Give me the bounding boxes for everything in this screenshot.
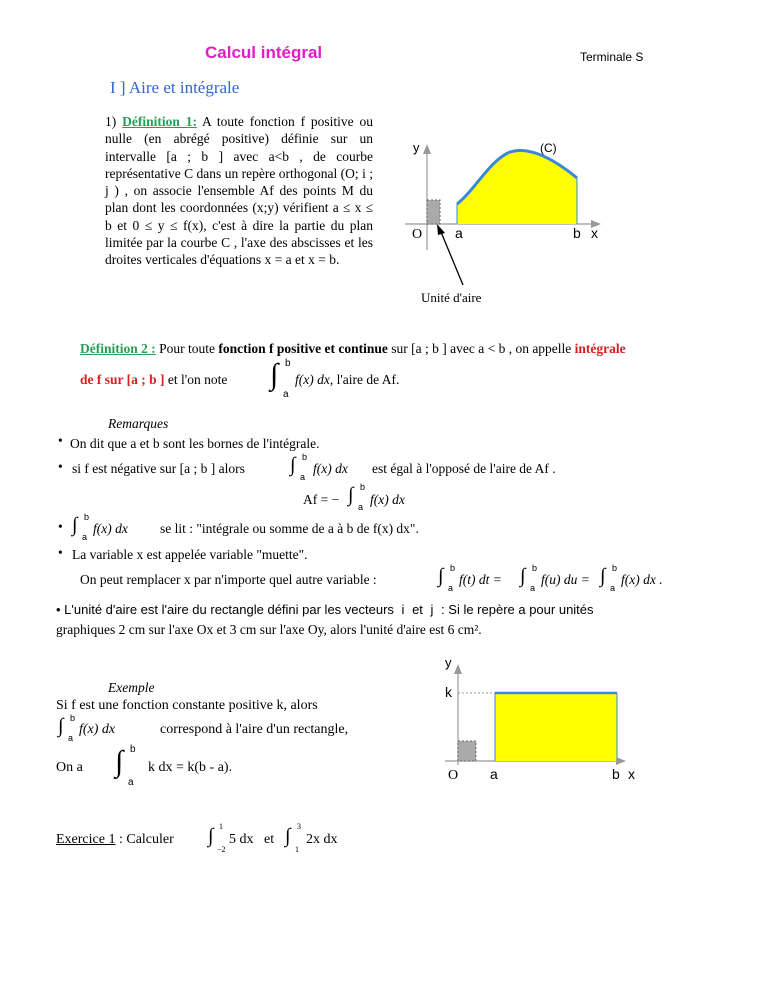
def2-t1: Pour toute bbox=[159, 341, 215, 356]
example-l3b: k dx = k(b - a). bbox=[148, 760, 233, 775]
vector-j: j bbox=[430, 602, 434, 617]
bound-upper: b bbox=[285, 358, 291, 369]
def1-label: Définition 1: bbox=[122, 114, 197, 129]
curve-label: (C) bbox=[540, 141, 557, 155]
exercise-1 bbox=[56, 832, 174, 848]
ex-lo1: −2 bbox=[217, 845, 226, 854]
unit-square-2 bbox=[458, 741, 476, 761]
example-line1 bbox=[56, 698, 318, 714]
bound-lower-6: a bbox=[530, 583, 536, 593]
b2-label: b bbox=[612, 766, 620, 782]
remark-4: La variable x est appelée variable "muette". bbox=[72, 547, 308, 562]
remarks-title: Remarques bbox=[108, 416, 169, 431]
def2-t6: et l'on note bbox=[167, 372, 228, 387]
def2-t2: fonction f positive et continue bbox=[218, 341, 388, 356]
vector-i: i bbox=[401, 602, 405, 617]
integral-sign-8: ∫ bbox=[58, 715, 64, 737]
remark-2 bbox=[72, 461, 245, 477]
a-label: a bbox=[455, 225, 463, 241]
remark-1 bbox=[70, 436, 320, 452]
def2-integrand bbox=[295, 372, 399, 388]
definition-1 bbox=[105, 113, 373, 269]
integral-sign-5: ∫ bbox=[438, 565, 444, 587]
integral-sign-9: ∫ bbox=[115, 745, 124, 778]
k-label: k bbox=[445, 684, 452, 700]
integral-sign-4: ∫ bbox=[72, 514, 78, 536]
level-label: Terminale S bbox=[580, 50, 644, 64]
area-graph bbox=[395, 140, 625, 310]
bound-upper-3: b bbox=[360, 482, 366, 492]
bound-upper-5: b bbox=[450, 563, 456, 573]
remark-6f: graphiques 2 cm sur l'axe Ox et 3 cm sur l'axe Oy, alors l'unité d'aire est 6 cm². bbox=[56, 622, 482, 637]
example-l3a: On a bbox=[56, 760, 83, 775]
remark-2b: f(x) dx bbox=[313, 461, 348, 476]
b-label: b bbox=[573, 225, 581, 241]
bullet-4: • bbox=[58, 545, 63, 560]
remark-5b: f(t) dt = bbox=[459, 572, 502, 587]
bullet-3: • bbox=[58, 519, 63, 534]
bound-lower-9: a bbox=[128, 777, 134, 788]
remark-3a: f(x) dx bbox=[93, 521, 128, 536]
x2-label: x bbox=[628, 766, 635, 782]
bound-upper-7: b bbox=[612, 563, 618, 573]
ex-i2: 2x dx bbox=[306, 832, 338, 847]
ex-lo2: 1 bbox=[295, 845, 299, 854]
constant-graph bbox=[440, 655, 650, 785]
def1-text: A toute fonction f positive ou nulle (en abrégé positive) définie sur un intervalle [a ; b ] avec a<b , de courbe représentative C dans un repère orthogonal (O; i ; j ) , on associe l'ensemble Af des points M du plan dont les coordonnées (x;y) vérifient a ≤ x ≤ b et 0 ≤ y ≤ f(x), c'est à dire la partie du plan limitée par la courbe C , l'axe des abscisses et les droites verticales d'équations x = a et x = b. bbox=[105, 114, 373, 268]
ex-and: et bbox=[264, 832, 275, 847]
remark-6c: et bbox=[412, 602, 423, 617]
bullet-2: • bbox=[58, 459, 63, 474]
a2-label: a bbox=[490, 766, 498, 782]
integral-sign-3: ∫ bbox=[348, 484, 354, 506]
remark-1-text: On dit que a et b sont les bornes de l'intégrale. bbox=[70, 436, 320, 451]
example-l2b: correspond à l'aire d'un rectangle, bbox=[160, 722, 349, 737]
bound-upper-4: b bbox=[84, 512, 90, 522]
y2-label: y bbox=[445, 655, 452, 670]
bound-upper-6: b bbox=[532, 563, 538, 573]
def2-label: Définition 2 : bbox=[80, 341, 156, 356]
integral-sign-6: ∫ bbox=[520, 565, 526, 587]
bound-lower-7: a bbox=[610, 583, 616, 593]
bound-lower-2: a bbox=[300, 472, 306, 482]
origin-label: O bbox=[412, 227, 423, 242]
bullet-1: • bbox=[58, 433, 63, 448]
unit-square bbox=[427, 200, 440, 224]
exercise-label: Exercice 1 bbox=[56, 832, 116, 847]
x-label: x bbox=[591, 225, 598, 241]
formula-left: Af = − bbox=[303, 492, 340, 507]
bound-upper-9: b bbox=[130, 744, 136, 755]
exercise-text: : Calculer bbox=[118, 832, 174, 847]
y-axis-label: y bbox=[413, 140, 420, 155]
bound-lower: a bbox=[283, 389, 289, 400]
example-l1: Si f est une fonction constante positive k, alors bbox=[56, 698, 318, 713]
definition-2-line2 bbox=[80, 372, 227, 388]
remark-3b: se lit : "intégrale ou somme de a à b de f(x) dx". bbox=[160, 521, 419, 536]
definition-2 bbox=[80, 341, 626, 357]
rectangle-area bbox=[495, 693, 617, 761]
remark-5c: f(u) du = bbox=[541, 572, 590, 587]
integral-sign-10: ∫ bbox=[208, 825, 214, 847]
section-title: I ] Aire et intégrale bbox=[110, 78, 240, 97]
def2-t5: de f sur [a ; b ] bbox=[80, 372, 165, 387]
arrow-icon bbox=[437, 224, 445, 235]
def2-t8: , l'aire de Af. bbox=[329, 372, 400, 387]
integral-sign-7: ∫ bbox=[600, 565, 606, 587]
bound-lower-4: a bbox=[82, 532, 88, 542]
ex-i1: 5 dx bbox=[229, 832, 254, 847]
bound-lower-5: a bbox=[448, 583, 454, 593]
integral-sign-2: ∫ bbox=[290, 454, 296, 476]
remark-5d: f(x) dx . bbox=[621, 572, 663, 587]
ex-hi2: 3 bbox=[297, 822, 301, 831]
remark-5a: On peut remplacer x par n'importe quel autre variable : bbox=[80, 572, 377, 587]
def2-t4: intégrale bbox=[574, 341, 626, 356]
page-title: Calcul intégral bbox=[205, 43, 323, 62]
bound-upper-8: b bbox=[70, 713, 76, 723]
unit-label: Unité d'aire bbox=[421, 290, 482, 305]
def1-num: 1) bbox=[105, 114, 117, 129]
remark-6: • L'unité d'aire est l'aire du rectangle défini par les vecteurs i et j : Si le repère a pour unités bbox=[56, 602, 594, 617]
integral-sign: ∫ bbox=[270, 358, 279, 391]
bound-lower-8: a bbox=[68, 733, 74, 743]
def2-t3: sur [a ; b ] avec a < b , on appelle bbox=[391, 341, 572, 356]
remark-6a: L'unité d'aire est l'aire du rectangle défini par les vecteurs bbox=[64, 602, 394, 617]
formula-right: f(x) dx bbox=[370, 492, 405, 507]
remark-6e: : Si le repère a pour unités bbox=[441, 602, 594, 617]
remark-2a: si f est négative sur [a ; b ] alors bbox=[72, 461, 245, 476]
integral-sign-11: ∫ bbox=[285, 825, 291, 847]
example-l2a: f(x) dx bbox=[79, 722, 116, 737]
example-title: Exemple bbox=[108, 680, 155, 695]
ex-hi1: 1 bbox=[219, 822, 223, 831]
remark-2c: est égal à l'opposé de l'aire de Af . bbox=[372, 461, 556, 476]
bound-upper-2: b bbox=[302, 452, 308, 462]
origin2-label: O bbox=[448, 768, 459, 783]
bound-lower-3: a bbox=[358, 502, 364, 512]
def2-t7: f(x) dx bbox=[295, 372, 330, 387]
